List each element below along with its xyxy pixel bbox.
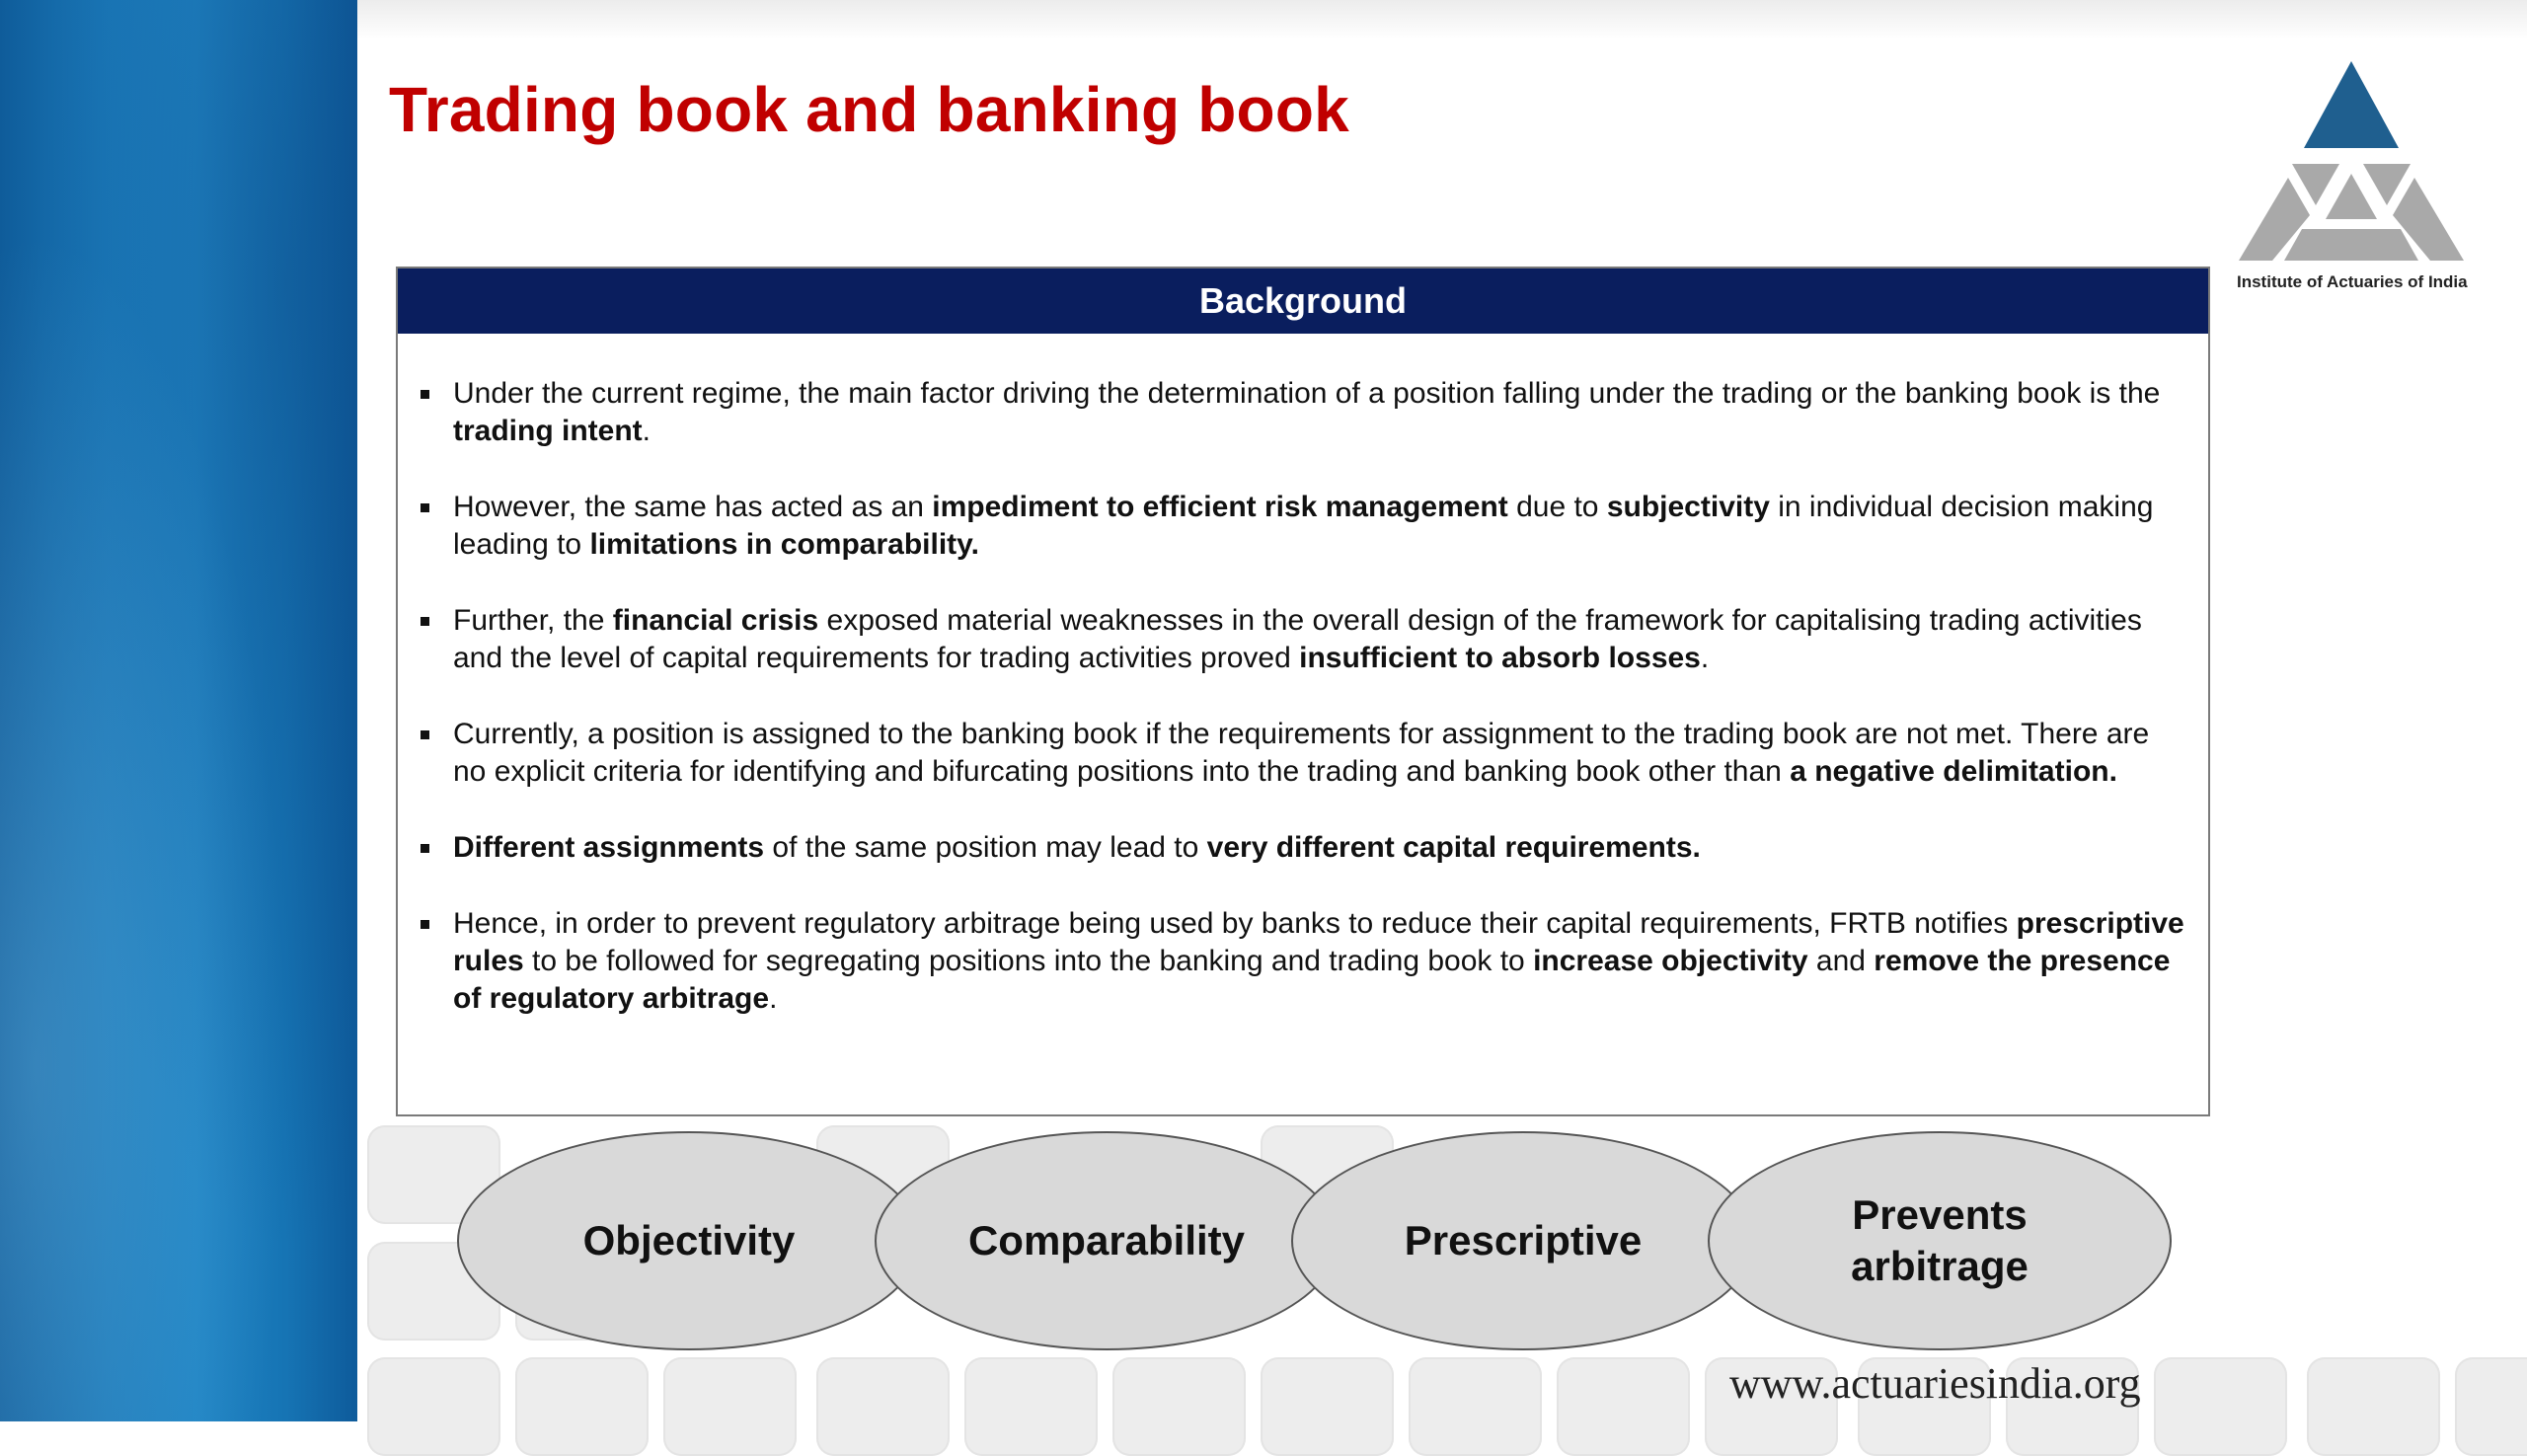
- bullet-text: Further, the: [453, 604, 613, 637]
- background-box: [396, 267, 2210, 1116]
- bullet-bold-text: a negative delimitation.: [1790, 755, 2117, 788]
- bullet-bold-text: Different assignments: [453, 831, 765, 864]
- bullet-bold-text: increase objectivity: [1533, 945, 1808, 977]
- ellipse-prescriptive: Prescriptive: [1291, 1131, 1755, 1350]
- bullet-text: However, the same has acted as an: [453, 491, 933, 523]
- ellipse-objectivity: Objectivity: [457, 1131, 921, 1350]
- bullet-text: Hence, in order to prevent regulatory arbitrage being used by banks to reduce their capital requirements, FRTB notifies: [453, 907, 2017, 940]
- ellipse-comparability: Comparability: [875, 1131, 1339, 1350]
- bullet-text: in individual decision making leading to: [453, 491, 2154, 561]
- bullet-text: .: [642, 415, 651, 447]
- bullet-text: to be followed for segregating positions into the banking and trading book to: [523, 945, 1534, 977]
- top-shade: [357, 0, 2527, 39]
- bullet-bold-text: prescriptive rules: [453, 907, 2184, 977]
- bullet-bold-text: very different capital requirements.: [1206, 831, 1701, 864]
- bullet-text: .: [1700, 642, 1710, 674]
- bullet-item: [453, 375, 2184, 450]
- bullet-item: [453, 829, 2184, 867]
- bullet-text: Under the current regime, the main factor driving the determination of a position falling under the trading or the banking book is the: [453, 377, 2161, 410]
- bullet-item: [453, 489, 2184, 564]
- bullet-bold-text: financial crisis: [612, 604, 819, 637]
- bullet-item: [453, 716, 2184, 791]
- bullet-text: exposed material weaknesses in the overall design of the framework for capitalising trading activities and the level of capital requirements for trading activities proved: [453, 604, 2142, 674]
- bullet-bold-text: remove the presence of regulatory arbitrage: [453, 945, 2171, 1015]
- bullet-text: and: [1807, 945, 1875, 977]
- bullet-item: [453, 602, 2184, 677]
- logo-mark-icon: [2233, 57, 2470, 294]
- bullet-item: [453, 905, 2184, 1018]
- bullet-text: .: [769, 982, 778, 1015]
- background-heading: Background: [398, 268, 2208, 334]
- website-url[interactable]: www.actuariesindia.org: [1729, 1359, 2141, 1408]
- logo-caption: Institute of Actuaries of India: [2237, 272, 2468, 291]
- bullet-list: [398, 334, 2208, 1018]
- bullet-bold-text: impediment to efficient risk management: [932, 491, 1508, 523]
- bullet-bold-text: insufficient to absorb losses: [1299, 642, 1701, 674]
- ellipse-prevents-arbitrage: Prevents arbitrage: [1708, 1131, 2172, 1350]
- left-blue-band: [0, 0, 357, 1421]
- bullet-text: due to: [1507, 491, 1607, 523]
- bullet-text: Currently, a position is assigned to the banking book if the requirements for assignment to the trading book are not met. There are no explicit criteria for identifying and bifurcating positions into the trading and banking book other than: [453, 718, 2150, 788]
- bullet-text: of the same position may lead to: [764, 831, 1207, 864]
- bullet-bold-text: trading intent: [453, 415, 643, 447]
- bullet-bold-text: limitations in comparability.: [589, 528, 979, 561]
- slide-title: Trading book and banking book: [389, 74, 1349, 145]
- bullet-bold-text: subjectivity: [1606, 491, 1770, 523]
